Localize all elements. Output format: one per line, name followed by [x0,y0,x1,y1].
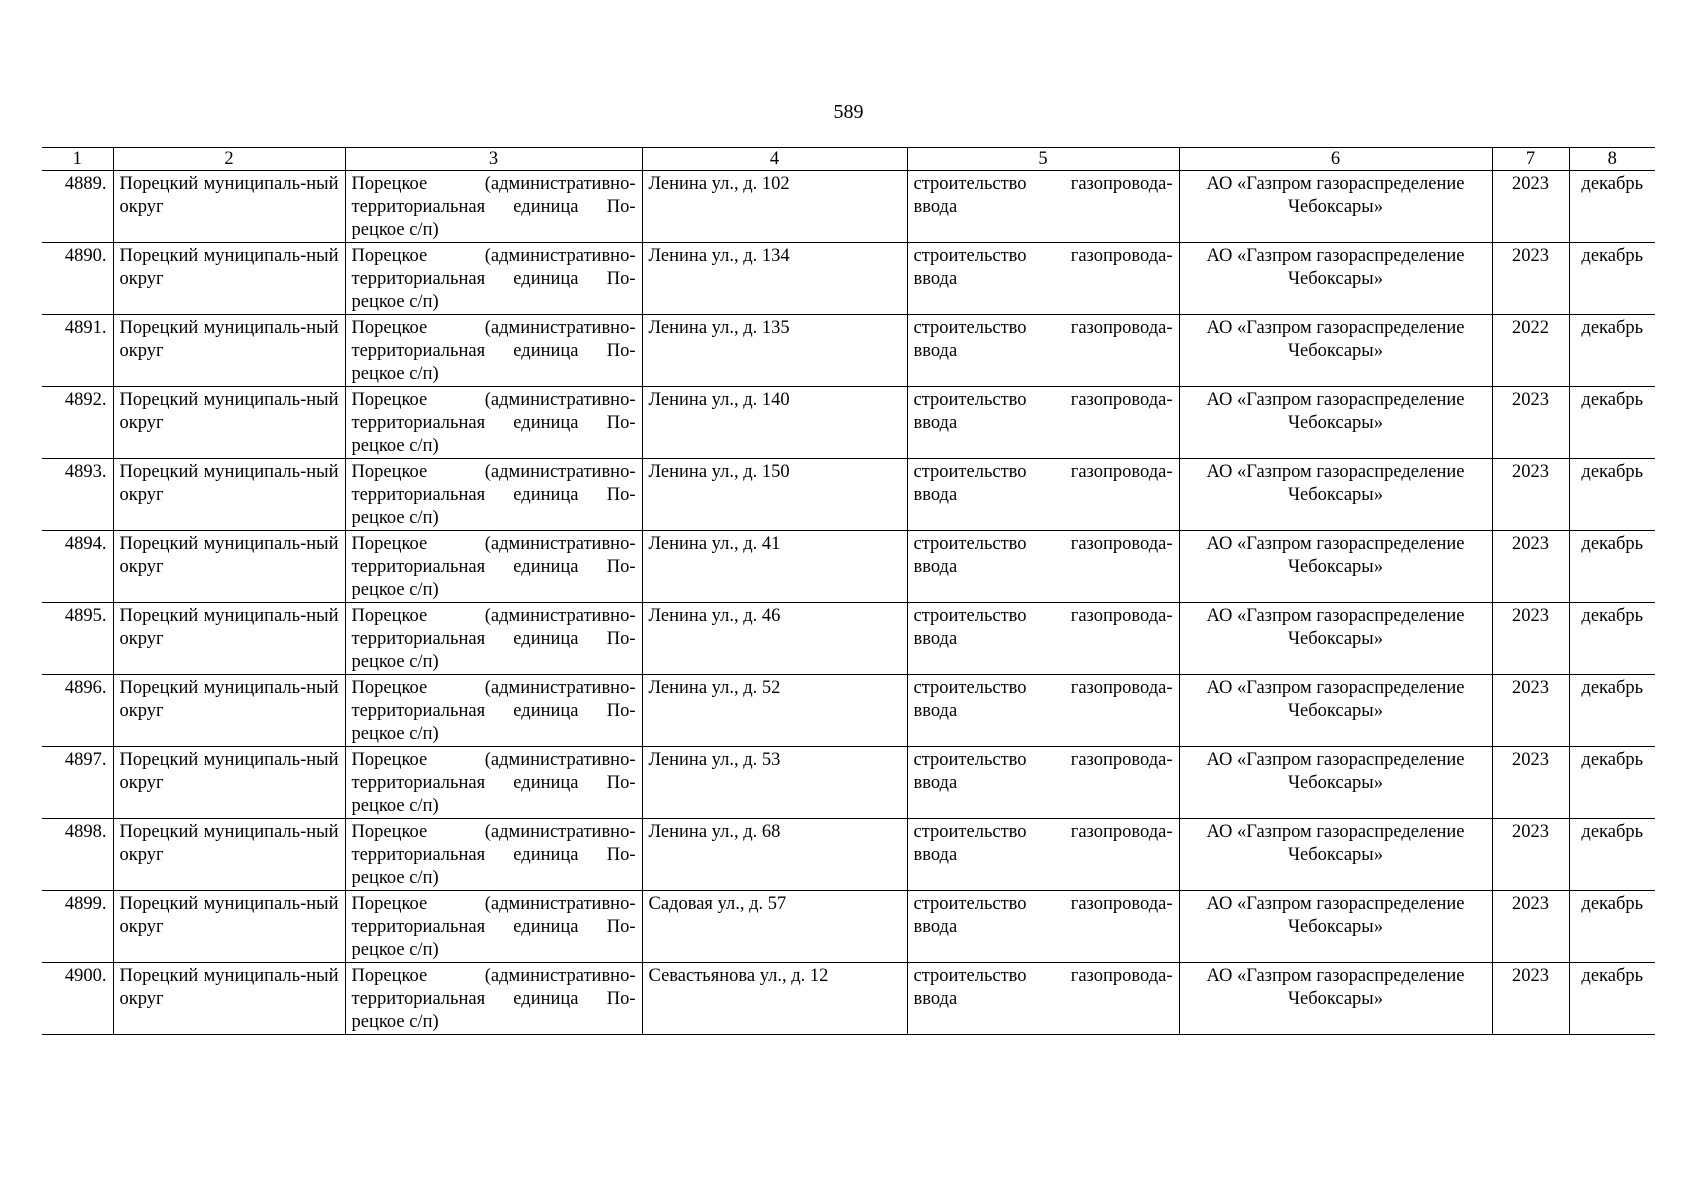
address-cell: Ленина ул., д. 68 [642,819,907,891]
column-header: 3 [345,148,642,171]
row-number: 4891. [42,315,113,387]
row-number: 4895. [42,603,113,675]
district-cell: Порецкий муниципаль-ный округ [113,603,345,675]
row-number: 4898. [42,819,113,891]
district-cell: Порецкий муниципаль-ный округ [113,747,345,819]
district-cell: Порецкий муниципаль-ный округ [113,819,345,891]
address-cell: Ленина ул., д. 52 [642,675,907,747]
month-cell: декабрь [1569,675,1655,747]
settlement-cell: Порецкое (административно-территориальная единица По-рецкое с/п) [345,459,642,531]
column-header: 6 [1179,148,1492,171]
year-cell: 2023 [1492,459,1569,531]
settlement-cell: Порецкое (административно-территориальная единица По-рецкое с/п) [345,531,642,603]
settlement-cell: Порецкое (административно-территориальная единица По-рецкое с/п) [345,387,642,459]
organization-cell: АО «Газпром газораспределение Чебоксары» [1179,603,1492,675]
year-cell: 2023 [1492,243,1569,315]
work-type-cell: строительство газопровода-ввода [907,315,1179,387]
table-row [42,531,1655,603]
settlement-cell: Порецкое (административно-территориальная единица По-рецкое с/п) [345,243,642,315]
district-cell: Порецкий муниципаль-ный округ [113,963,345,1035]
work-type-cell: строительство газопровода-ввода [907,891,1179,963]
organization-cell: АО «Газпром газораспределение Чебоксары» [1179,315,1492,387]
address-cell: Ленина ул., д. 140 [642,387,907,459]
year-cell: 2023 [1492,747,1569,819]
row-number: 4893. [42,459,113,531]
settlement-cell: Порецкое (административно-территориальная единица По-рецкое с/п) [345,603,642,675]
year-cell: 2023 [1492,171,1569,243]
settlement-cell: Порецкое (административно-территориальная единица По-рецкое с/п) [345,675,642,747]
year-cell: 2023 [1492,387,1569,459]
header-row [42,148,1655,171]
district-cell: Порецкий муниципаль-ный округ [113,459,345,531]
column-header: 2 [113,148,345,171]
table-row [42,891,1655,963]
settlement-cell: Порецкое (административно-территориальная единица По-рецкое с/п) [345,747,642,819]
settlement-cell: Порецкое (административно-территориальная единица По-рецкое с/п) [345,171,642,243]
table-row [42,387,1655,459]
district-cell: Порецкий муниципаль-ный округ [113,171,345,243]
organization-cell: АО «Газпром газораспределение Чебоксары» [1179,675,1492,747]
row-number: 4900. [42,963,113,1035]
table-row [42,171,1655,243]
district-cell: Порецкий муниципаль-ный округ [113,387,345,459]
table-row [42,747,1655,819]
settlement-cell: Порецкое (административно-территориальная единица По-рецкое с/п) [345,315,642,387]
organization-cell: АО «Газпром газораспределение Чебоксары» [1179,531,1492,603]
organization-cell: АО «Газпром газораспределение Чебоксары» [1179,819,1492,891]
year-cell: 2023 [1492,819,1569,891]
work-type-cell: строительство газопровода-ввода [907,531,1179,603]
work-type-cell: строительство газопровода-ввода [907,387,1179,459]
table-row [42,963,1655,1035]
table-row [42,603,1655,675]
year-cell: 2023 [1492,963,1569,1035]
year-cell: 2023 [1492,891,1569,963]
month-cell: декабрь [1569,171,1655,243]
address-cell: Садовая ул., д. 57 [642,891,907,963]
row-number: 4889. [42,171,113,243]
work-type-cell: строительство газопровода-ввода [907,459,1179,531]
table-row [42,675,1655,747]
month-cell: декабрь [1569,603,1655,675]
year-cell: 2023 [1492,531,1569,603]
row-number: 4899. [42,891,113,963]
column-header: 5 [907,148,1179,171]
work-type-cell: строительство газопровода-ввода [907,819,1179,891]
column-header: 1 [42,148,113,171]
year-cell: 2022 [1492,315,1569,387]
district-cell: Порецкий муниципаль-ный округ [113,243,345,315]
organization-cell: АО «Газпром газораспределение Чебоксары» [1179,387,1492,459]
district-cell: Порецкий муниципаль-ный округ [113,531,345,603]
address-cell: Ленина ул., д. 46 [642,603,907,675]
address-cell: Ленина ул., д. 134 [642,243,907,315]
year-cell: 2023 [1492,603,1569,675]
organization-cell: АО «Газпром газораспределение Чебоксары» [1179,459,1492,531]
district-cell: Порецкий муниципаль-ный округ [113,675,345,747]
address-cell: Севастьянова ул., д. 12 [642,963,907,1035]
work-type-cell: строительство газопровода-ввода [907,171,1179,243]
row-number: 4894. [42,531,113,603]
organization-cell: АО «Газпром газораспределение Чебоксары» [1179,963,1492,1035]
settlement-cell: Порецкое (административно-территориальная единица По-рецкое с/п) [345,963,642,1035]
column-header: 7 [1492,148,1569,171]
organization-cell: АО «Газпром газораспределение Чебоксары» [1179,747,1492,819]
organization-cell: АО «Газпром газораспределение Чебоксары» [1179,171,1492,243]
month-cell: декабрь [1569,747,1655,819]
address-cell: Ленина ул., д. 135 [642,315,907,387]
settlement-cell: Порецкое (административно-территориальная единица По-рецкое с/п) [345,819,642,891]
address-cell: Ленина ул., д. 53 [642,747,907,819]
table-row [42,243,1655,315]
month-cell: декабрь [1569,819,1655,891]
column-header: 8 [1569,148,1655,171]
month-cell: декабрь [1569,243,1655,315]
month-cell: декабрь [1569,531,1655,603]
row-number: 4892. [42,387,113,459]
table-row [42,459,1655,531]
settlement-cell: Порецкое (административно-территориальная единица По-рецкое с/п) [345,891,642,963]
organization-cell: АО «Газпром газораспределение Чебоксары» [1179,243,1492,315]
row-number: 4896. [42,675,113,747]
work-type-cell: строительство газопровода-ввода [907,963,1179,1035]
work-type-cell: строительство газопровода-ввода [907,675,1179,747]
month-cell: декабрь [1569,387,1655,459]
column-header: 4 [642,148,907,171]
month-cell: декабрь [1569,891,1655,963]
address-cell: Ленина ул., д. 150 [642,459,907,531]
row-number: 4890. [42,243,113,315]
organization-cell: АО «Газпром газораспределение Чебоксары» [1179,891,1492,963]
table-row [42,819,1655,891]
address-cell: Ленина ул., д. 41 [642,531,907,603]
month-cell: декабрь [1569,459,1655,531]
work-type-cell: строительство газопровода-ввода [907,243,1179,315]
data-table [42,147,1655,1035]
district-cell: Порецкий муниципаль-ный округ [113,315,345,387]
year-cell: 2023 [1492,675,1569,747]
page-number: 589 [833,101,864,123]
work-type-cell: строительство газопровода-ввода [907,603,1179,675]
month-cell: декабрь [1569,963,1655,1035]
work-type-cell: строительство газопровода-ввода [907,747,1179,819]
month-cell: декабрь [1569,315,1655,387]
table-row [42,315,1655,387]
address-cell: Ленина ул., д. 102 [642,171,907,243]
table-body [42,171,1655,1035]
district-cell: Порецкий муниципаль-ный округ [113,891,345,963]
row-number: 4897. [42,747,113,819]
